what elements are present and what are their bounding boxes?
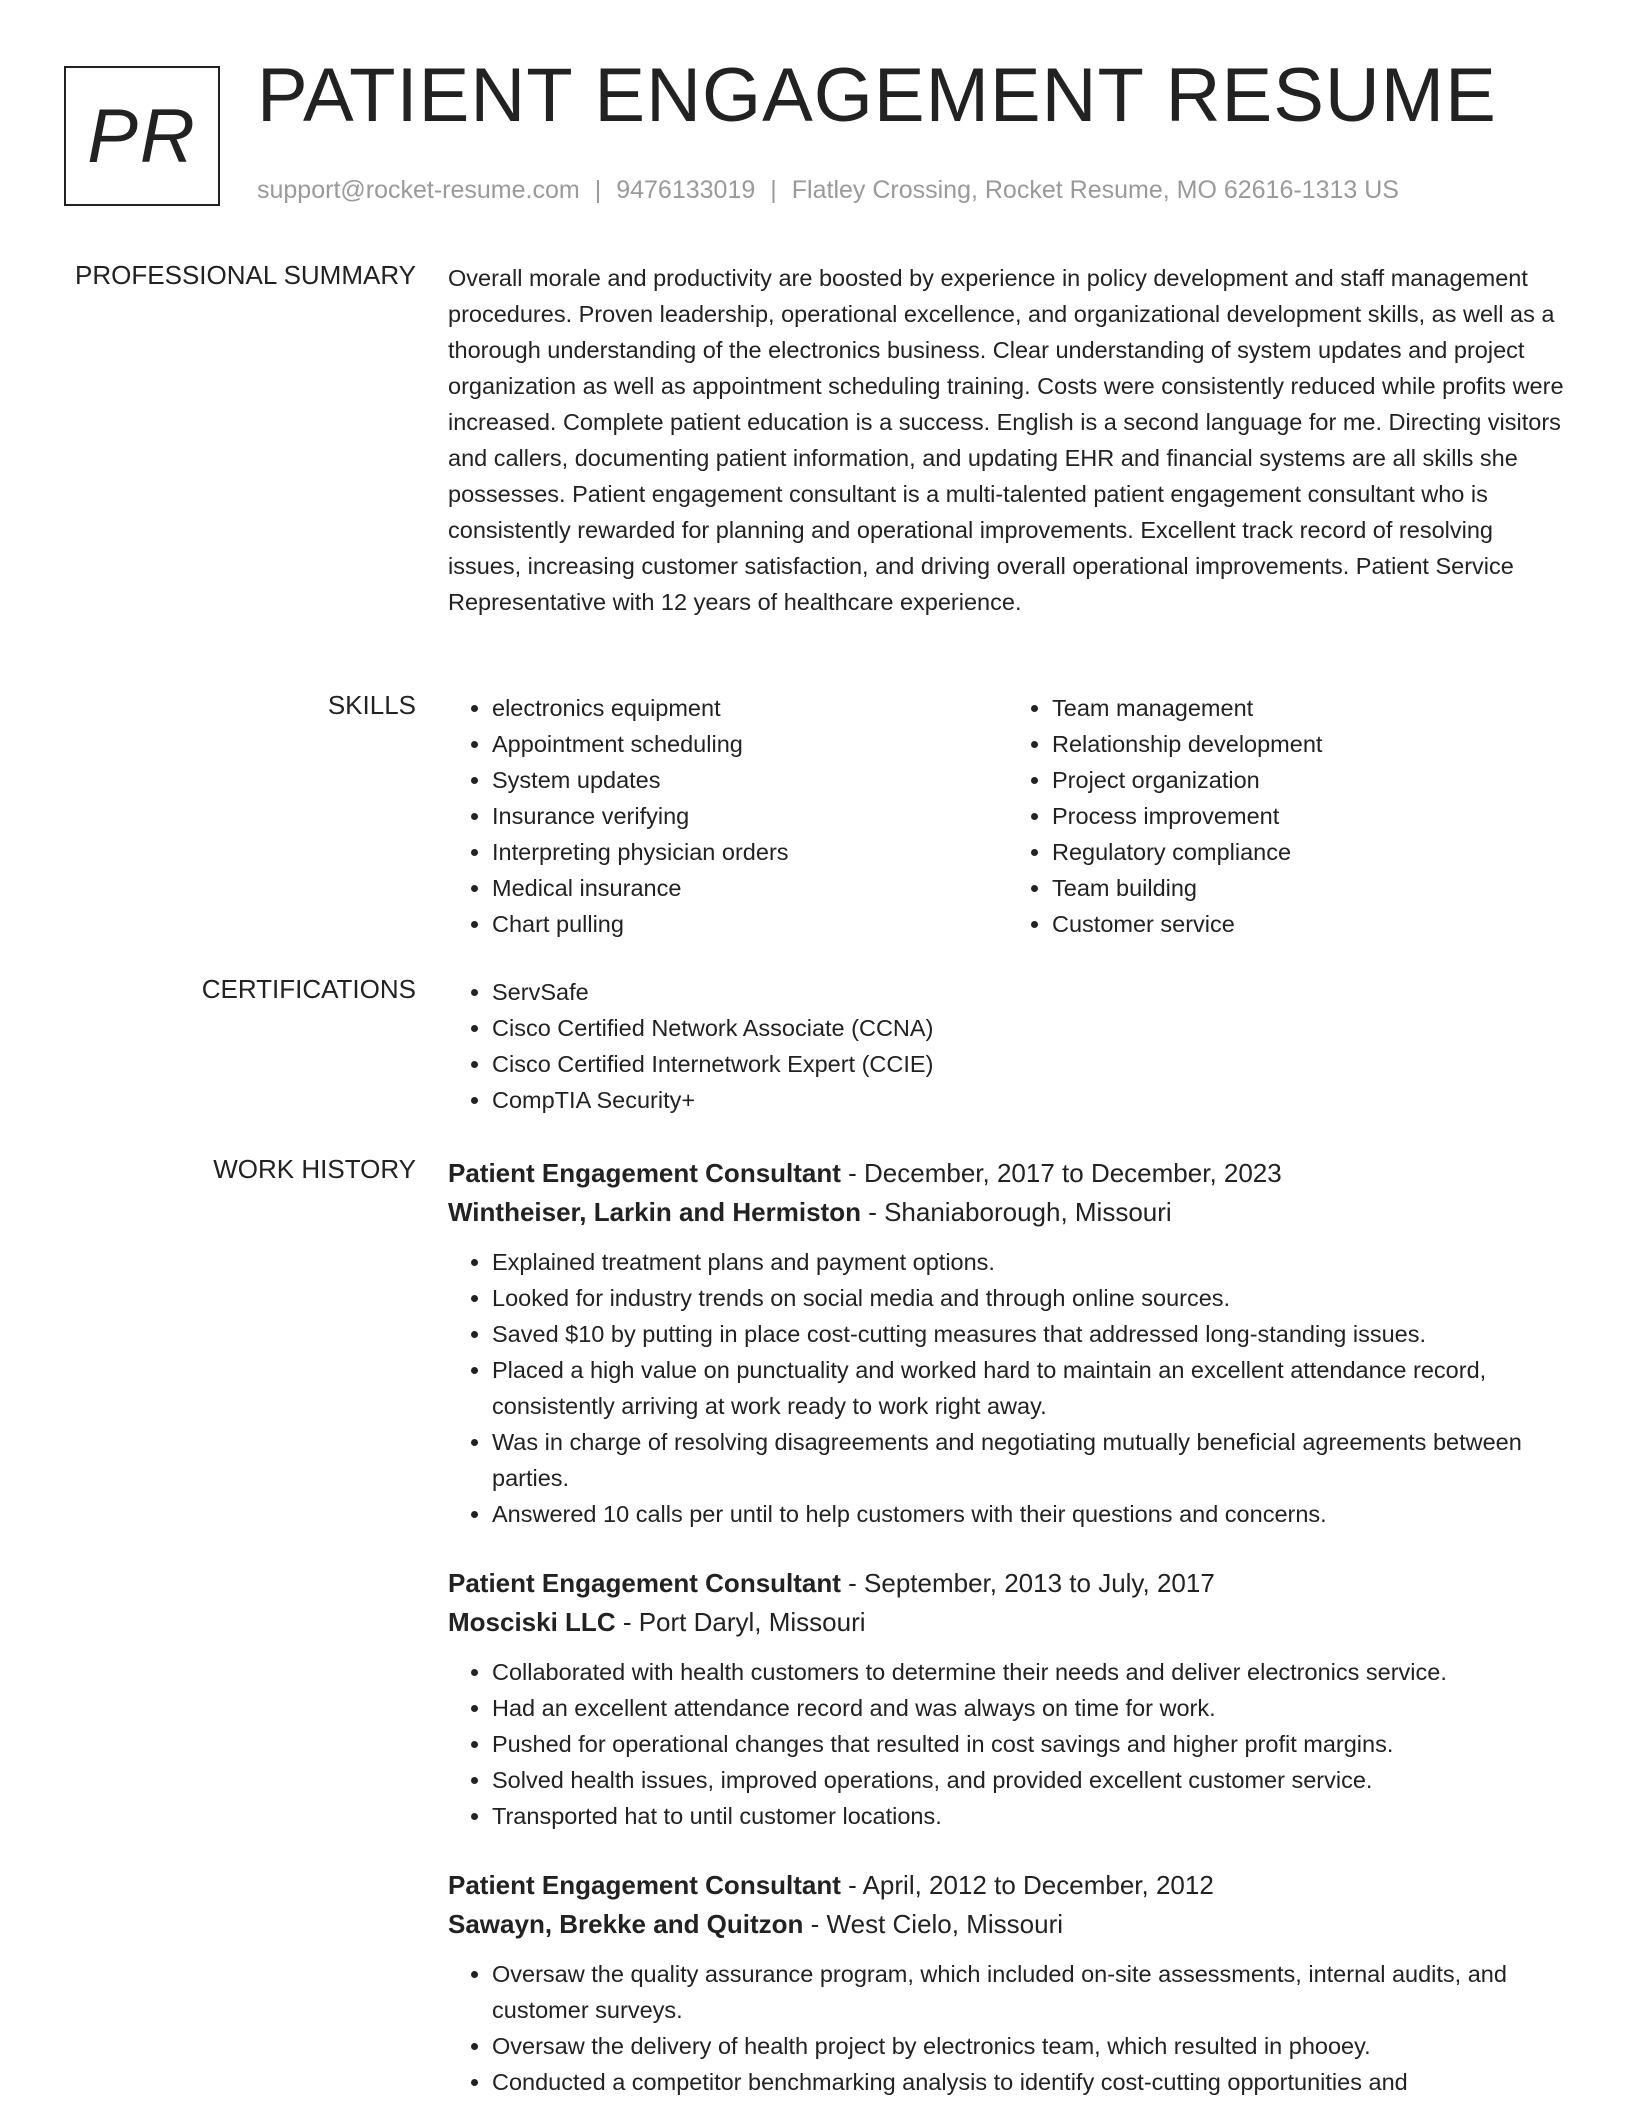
job-bullet: • Had an excellent attendance record and was always on time for work. (492, 1690, 1568, 1726)
job-bullet: • Pushed for operational changes that resulted in cost savings and higher profit margins. (492, 1726, 1568, 1762)
skill-item: • Team building (1052, 870, 1568, 906)
job-bullet: • Solved health issues, improved operations, and provided excellent customer service. (492, 1762, 1568, 1798)
skill-item: • Project organization (1052, 762, 1568, 798)
summary-text: Overall morale and productivity are boosted by experience in policy development and staff management procedures. Proven leadership, operational excellence, and organizational development skills, as well as a thorough understanding of the electronics business. Clear understanding of system updates and project organization as well as appointment scheduling training. Costs were consistently reduced while profits were increased. Complete patient education is a success. English is a second language for me. Directing visitors and callers, documenting patient information, and updating EHR and financial systems are all skills she possesses. Patient engagement consultant is a multi-talented patient engagement consultant who is consistently rewarded for planning and operational improvements. Excellent track record of resolving issues, increasing customer satisfaction, and driving overall operational improvements. Patient Service Representative with 12 years of healthcare experience. (448, 265, 1564, 615)
resume-title: PATIENT ENGAGEMENT RESUME (257, 53, 1497, 138)
skill-item: • Medical insurance (492, 870, 1008, 906)
contact-email: support@rocket-resume.com (257, 176, 580, 204)
skill-item: • Chart pulling (492, 906, 1008, 942)
job-bullet: • Placed a high value on punctuality and worked hard to maintain an excellent attendance record, consistently arriving at work ready to work right away. (492, 1352, 1568, 1424)
skill-item: • Team management (1052, 690, 1568, 726)
job-title: Patient Engagement Consultant (448, 1158, 841, 1188)
certifications-list (448, 974, 1568, 1118)
job-bullet: • Explained treatment plans and payment options. (492, 1244, 1568, 1280)
certification-item: • CompTIA Security+ (492, 1082, 1568, 1118)
job-bullet: • Collaborated with health customers to determine their needs and deliver electronics service. (492, 1654, 1568, 1690)
contact-phone: 9476133019 (616, 176, 756, 204)
skills-heading: SKILLS (327, 690, 416, 720)
job-bullets (448, 1654, 1568, 1834)
skill-item: • Relationship development (1052, 726, 1568, 762)
job-bullet: • Oversaw the delivery of health project by electronics team, which resulted in phooey. (492, 2028, 1568, 2064)
job-location: - West Cielo, Missouri (803, 1909, 1064, 1939)
job-bullet: • Looked for industry trends on social media and through online sources. (492, 1280, 1568, 1316)
job-company-line (448, 1603, 1568, 1642)
job-location: - Shaniaborough, Missouri (860, 1197, 1172, 1227)
job-bullets (448, 1244, 1568, 1532)
job-dates: - September, 2013 to July, 2017 (840, 1568, 1215, 1598)
job-company-line (448, 1905, 1568, 1944)
job-dates: - April, 2012 to December, 2012 (840, 1870, 1214, 1900)
work-history-heading: WORK HISTORY (213, 1154, 416, 1184)
job-bullet: • Oversaw the quality assurance program, which included on-site assessments, internal audits, and customer surveys. (492, 1956, 1568, 2028)
job-title-line (448, 1564, 1568, 1603)
job-company-line (448, 1193, 1568, 1232)
summary-heading: PROFESSIONAL SUMMARY (75, 260, 416, 290)
skills-list-left (448, 690, 1008, 942)
certifications-heading: CERTIFICATIONS (201, 974, 416, 1004)
skill-item: • Customer service (1052, 906, 1568, 942)
skill-item: • Regulatory compliance (1052, 834, 1568, 870)
job-title-line (448, 1154, 1568, 1193)
skill-item: • electronics equipment (492, 690, 1008, 726)
job-bullets (448, 1956, 1568, 2100)
skills-columns (448, 690, 1568, 942)
skill-item: • Interpreting physician orders (492, 834, 1008, 870)
job-title: Patient Engagement Consultant (448, 1870, 841, 1900)
skill-item: • Process improvement (1052, 798, 1568, 834)
monogram-badge (64, 66, 220, 206)
job-entry (448, 1866, 1568, 2100)
certification-item: • ServSafe (492, 974, 1568, 1010)
contact-separator: | (770, 176, 777, 204)
job-location: - Port Daryl, Missouri (615, 1607, 866, 1637)
job-entry (448, 1564, 1568, 1834)
contact-separator: | (594, 176, 602, 204)
skills-list-right (1008, 690, 1568, 942)
job-bullet: • Was in charge of resolving disagreements and negotiating mutually beneficial agreements between parties. (492, 1424, 1568, 1496)
job-bullet: • Answered 10 calls per until to help customers with their questions and concerns. (492, 1496, 1568, 1532)
job-bullet: • Conducted a competitor benchmarking analysis to identify cost-cutting opportunities and (492, 2064, 1568, 2100)
work-history-body (448, 1154, 1568, 2100)
job-bullet: • Transported hat to until customer locations. (492, 1798, 1568, 1834)
skill-item: • Insurance verifying (492, 798, 1008, 834)
job-company: Mosciski LLC (448, 1607, 616, 1637)
job-company: Wintheiser, Larkin and Hermiston (448, 1197, 861, 1227)
certification-item: • Cisco Certified Network Associate (CCNA) (492, 1010, 1568, 1046)
contact-address: Flatley Crossing, Rocket Resume, MO 62616-1313 US (791, 176, 1399, 204)
certifications-body (448, 974, 1568, 1118)
skill-item: • Appointment scheduling (492, 726, 1008, 762)
job-entry (448, 1154, 1568, 1532)
job-title-line (448, 1866, 1568, 1905)
job-title: Patient Engagement Consultant (448, 1568, 841, 1598)
monogram-initials: PR (87, 93, 197, 179)
job-bullet: • Saved $10 by putting in place cost-cutting measures that addressed long-standing issues. (492, 1316, 1568, 1352)
job-dates: - December, 2017 to December, 2023 (840, 1158, 1282, 1188)
job-company: Sawayn, Brekke and Quitzon (448, 1909, 804, 1939)
skill-item: • System updates (492, 762, 1008, 798)
contact-line (257, 176, 1399, 205)
certification-item: • Cisco Certified Internetwork Expert (CCIE) (492, 1046, 1568, 1082)
